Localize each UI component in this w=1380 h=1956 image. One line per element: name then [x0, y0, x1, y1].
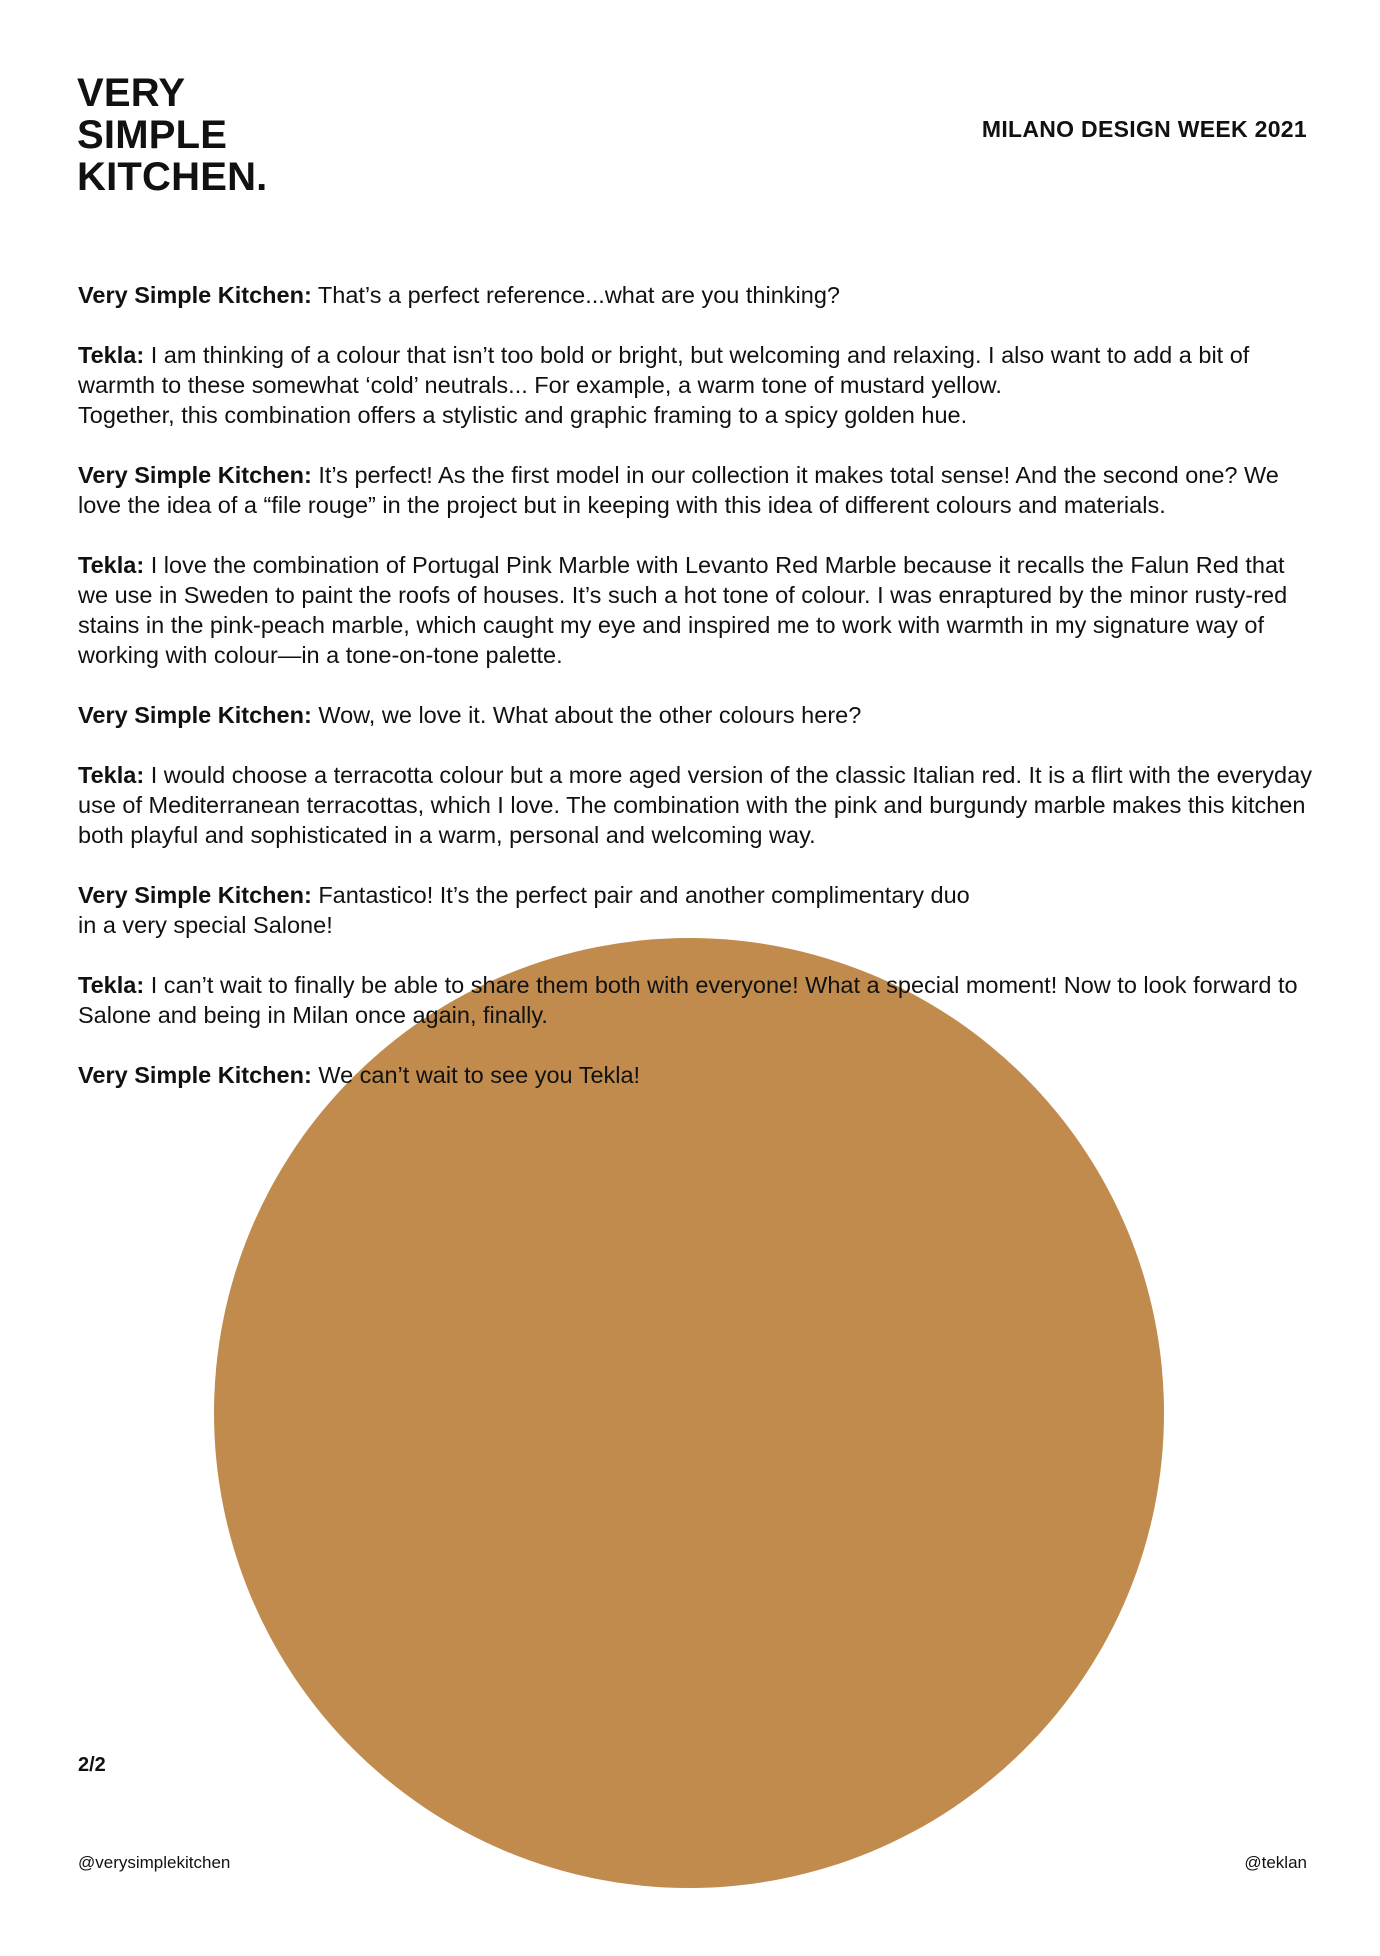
dialogue-text: I love the combination of Portugal Pink Marble with Levanto Red Marble because it recalls the Falun Red that we use in Sweden to paint the roofs of houses. It’s such a hot tone of colour. I was enraptured by the minor rusty-red stains in the pink-peach marble, which caught my eye and inspired me to work with warmth in my signature way of working with colour—in a tone-on-tone palette. — [78, 552, 1288, 668]
speaker-name: Tekla: — [78, 762, 145, 788]
dialogue-text: Fantastico! It’s the perfect pair and another complimentary duo — [318, 882, 970, 908]
dialogue-text: Together, this combination offers a stylistic and graphic framing to a spicy golden hue. — [78, 402, 968, 428]
dialogue-entry — [78, 460, 1318, 520]
speaker-name: Very Simple Kitchen: — [78, 882, 312, 908]
dialogue-text: Wow, we love it. What about the other colours here? — [318, 702, 862, 728]
dialogue-text: I am thinking of a colour that isn’t too bold or bright, but welcoming and relaxing. I also want to add a bit of warmth to these somewhat ‘cold’ neutrals... For example, a warm tone of mustard yellow. — [78, 342, 1250, 398]
dialogue — [78, 280, 1318, 1120]
speaker-name: Tekla: — [78, 972, 145, 998]
logo-line: VERY — [77, 71, 186, 115]
dialogue-entry — [78, 760, 1318, 850]
speaker-name: Very Simple Kitchen: — [78, 1062, 312, 1088]
dialogue-text: That’s a perfect reference...what are you thinking? — [317, 282, 840, 308]
speaker-name: Tekla: — [78, 552, 145, 578]
speaker-name: Very Simple Kitchen: — [78, 282, 312, 308]
dialogue-text: I would choose a terracotta colour but a more aged version of the classic Italian red. It is a flirt with the everyday use of Mediterranean terracottas, which I love. The combination with the pink and burgundy marble makes this kitchen both playful and sophisticated in a warm, personal and welcoming way. — [78, 762, 1312, 848]
dialogue-text: I can’t wait to finally be able to share them both with everyone! What a special moment! Now to look forward to Salone and being in Milan once again, finally. — [78, 972, 1298, 1028]
dialogue-entry — [78, 880, 1318, 940]
logo-line: KITCHEN. — [77, 155, 268, 199]
dialogue-entry — [78, 340, 1318, 430]
dialogue-entry — [78, 550, 1318, 670]
event-title: MILANO DESIGN WEEK 2021 — [981, 116, 1307, 142]
speaker-name: Very Simple Kitchen: — [78, 462, 312, 488]
speaker-name: Tekla: — [78, 342, 145, 368]
speaker-name: Very Simple Kitchen: — [78, 702, 312, 728]
page-number: 2/2 — [78, 1754, 106, 1776]
dialogue-entry — [78, 1060, 1318, 1090]
dialogue-text: in a very special Salone! — [78, 912, 333, 938]
brand-logo — [77, 72, 268, 198]
dialogue-text: We can’t wait to see you Tekla! — [318, 1062, 641, 1088]
logo-line: SIMPLE — [77, 113, 228, 157]
social-handle-brand: @verysimplekitchen — [78, 1853, 231, 1872]
dialogue-entry — [78, 700, 1318, 730]
dialogue-text: It’s perfect! As the first model in our collection it makes total sense! And the second one? We love the idea of a “file rouge” in the project but in keeping with this idea of different colours and materials. — [78, 462, 1279, 518]
dialogue-entry — [78, 970, 1318, 1030]
social-handle-designer: @teklan — [1244, 1853, 1307, 1872]
dialogue-entry — [78, 280, 1318, 310]
